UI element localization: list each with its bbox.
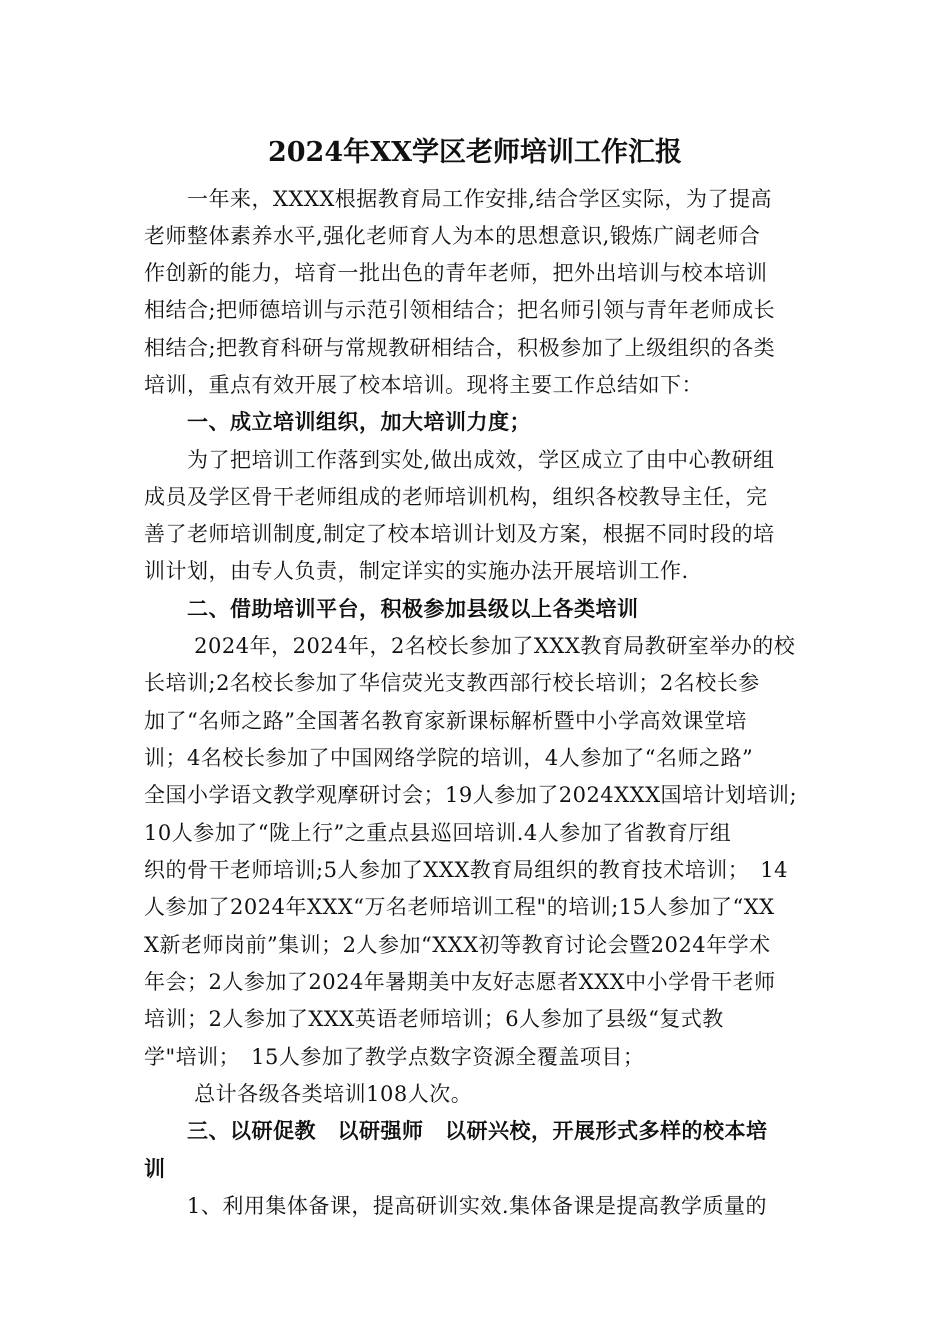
paragraph-line: 培训；2人参加了XXX英语老师培训；6人参加了县级“复式教 bbox=[144, 1007, 724, 1031]
paragraph-line: X新老师岗前”集训；2人参加“XXX初等教育讨论会暨2024年学术 bbox=[144, 933, 771, 957]
section-heading-1: 一、成立培训组织，加大培训力度； bbox=[144, 409, 531, 434]
paragraph-line: 人参加了2024年XXX“万名老师培训工程"的培训;15人参加了“XX bbox=[144, 895, 775, 919]
paragraph-line: 善了老师培训制度,制定了校本培训计划及方案，根据不同时段的培 bbox=[144, 522, 775, 546]
paragraph-line: 老师整体素养水平,强化老师育人为本的思想意识,锻炼广阔老师合 bbox=[144, 224, 761, 248]
paragraph-line: 学"培训； 15人参加了教学点数字资源全覆盖项目； bbox=[144, 1045, 645, 1069]
paragraph-line: 总计各级各类培训108人次。 bbox=[144, 1082, 473, 1106]
paragraph-line: 相结合;把教育科研与常规教研相结合，积极参加了上级组织的各类 bbox=[144, 336, 776, 360]
paragraph-line: 相结合;把师德培训与示范引领相结合；把名师引领与青年老师成长 bbox=[144, 298, 776, 322]
paragraph-line: 年会；2人参加了2024年暑期美中友好志愿者XXX中小学骨干老师 bbox=[144, 970, 776, 994]
paragraph-line: 培训，重点有效开展了校本培训。现将主要工作总结如下： bbox=[144, 373, 703, 397]
paragraph-line: 一年来，XXXX根据教育局工作安排,结合学区实际，为了提高 bbox=[144, 187, 772, 211]
paragraph-line: 训；4名校长参加了中国网络学院的培训，4人参加了“名师之路” bbox=[144, 746, 754, 770]
document-title: 2024年XX学区老师培训工作汇报 bbox=[267, 137, 683, 168]
section-heading-2: 二、借助培训平台，积极参加县级以上各类培训 bbox=[144, 596, 639, 621]
paragraph-line: 为了把培训工作落到实处,做出成效，学区成立了由中心教研组 bbox=[144, 448, 775, 472]
paragraph-line: 作创新的能力，培育一批出色的青年老师，把外出培训与校本培训 bbox=[144, 261, 768, 285]
paragraph-line: 2024年，2024年，2名校长参加了XXX教育局教研室举办的校 bbox=[144, 634, 796, 658]
paragraph-line: 加了“名师之路”全国著名教育家新课标解析暨中小学高效课堂培 bbox=[144, 709, 747, 733]
paragraph-line: 训计划，由专人负责，制定详实的实施办法开展培训工作. bbox=[144, 559, 689, 583]
paragraph-line: 10人参加了“陇上行”之重点县巡回培训.4人参加了省教育厅组 bbox=[144, 821, 732, 845]
paragraph-line: 织的骨干老师培训;5人参加了XXX教育局组织的教育技术培训； 14 bbox=[144, 858, 789, 882]
section-heading-3: 三、以研促教 以研强师 以研兴校，开展形式多样的校本培 bbox=[144, 1118, 768, 1143]
paragraph-line: 长培训;2名校长参加了华信荧光支教西部行校长培训；2名校长参 bbox=[144, 671, 760, 695]
paragraph-line: 全国小学语文教学观摩研讨会；19人参加了2024XXX国培计划培训; bbox=[144, 783, 798, 807]
section-heading-3-continued: 训 bbox=[144, 1156, 166, 1181]
paragraph-line: 1、利用集体备课，提高研训实效.集体备课是提高教学质量的 bbox=[144, 1194, 768, 1218]
paragraph-line: 成员及学区骨干老师组成的老师培训机构，组织各校教导主任，完 bbox=[144, 485, 768, 509]
